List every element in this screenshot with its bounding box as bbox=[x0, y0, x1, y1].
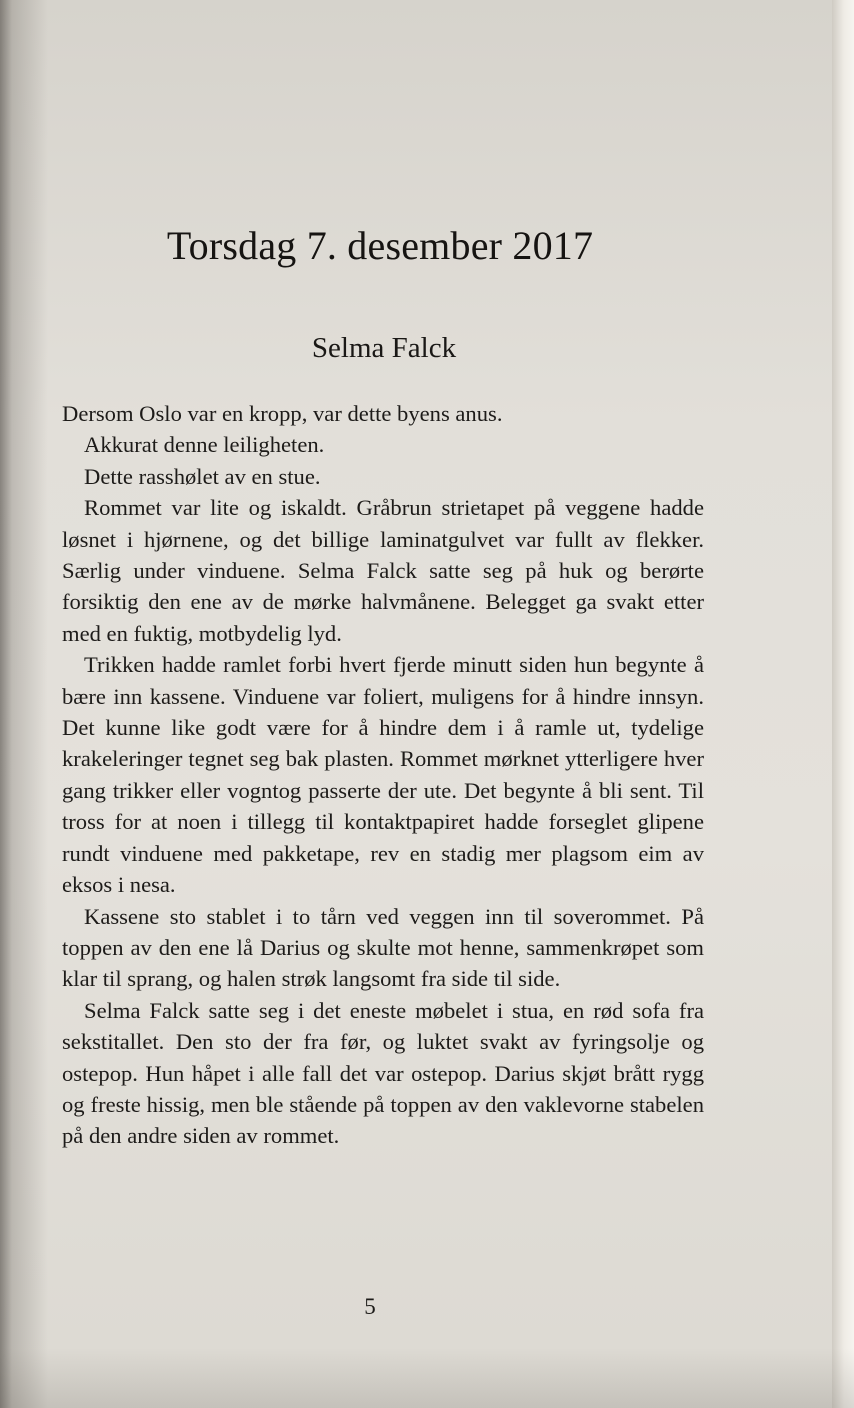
paragraph: Rommet var lite og iskaldt. Gråbrun strietapet på veggene hadde løsnet i hjørnene, og det billige laminatgulvet var fullt av flekker. Særlig under vinduene. Selma Falck satte seg på huk og berørte forsiktig den ene av de mørke halvmånene. Belegget ga svakt etter med en fuktig, motbydelig lyd. bbox=[62, 495, 704, 646]
paragraph: Akkurat denne leiligheten. bbox=[84, 432, 325, 458]
chapter-title: Torsdag 7. desember 2017 bbox=[166, 223, 594, 268]
paragraph: Kassene sto stablet i to tårn ved veggen inn til soverommet. På toppen av den ene lå Darius og skulte mot henne, sammenkrøpet som klar til sprang, og halen strøk langsomt fra side til side. bbox=[62, 903, 704, 992]
page-number: 5 bbox=[364, 1294, 376, 1319]
page-shadow bbox=[0, 1348, 854, 1408]
paragraph: Dersom Oslo var en kropp, var dette byens anus. bbox=[62, 401, 503, 426]
body-text bbox=[62, 398, 704, 1152]
section-heading: Selma Falck bbox=[311, 332, 457, 364]
paragraph: Trikken hadde ramlet forbi hvert fjerde minutt siden hun begynte å bære inn kassene. Vinduene var foliert, muligens for å hindre innsyn. Det kunne like godt være for å hindre dem i å ramle ut, tydelige krakeleringer tegnet seg bak plasten. Rommet mørknet ytterligere hver gang trikker eller vogntog passerte der ute. Det begynte å bli sent. Til tross for at noen i tillegg til kontaktpapiret hadde forseglet glipene rundt vinduene med pakketape, rev en stadig mer plagsom eim av eksos i nesa. bbox=[62, 652, 704, 898]
page-edge bbox=[832, 0, 854, 1408]
paragraph: Selma Falck satte seg i det eneste møbelet i stua, en rød sofa fra sekstitallet. Den sto der fra før, og luktet svakt av fyringsolje og ostepop. Hun håpet i alle fall det var ostepop. Darius skjøt brått rygg og freste hissig, men ble stående på toppen av den vaklevorne stabelen på den andre siden av rommet. bbox=[62, 997, 704, 1149]
paragraph: Dette rasshølet av en stue. bbox=[84, 463, 321, 489]
